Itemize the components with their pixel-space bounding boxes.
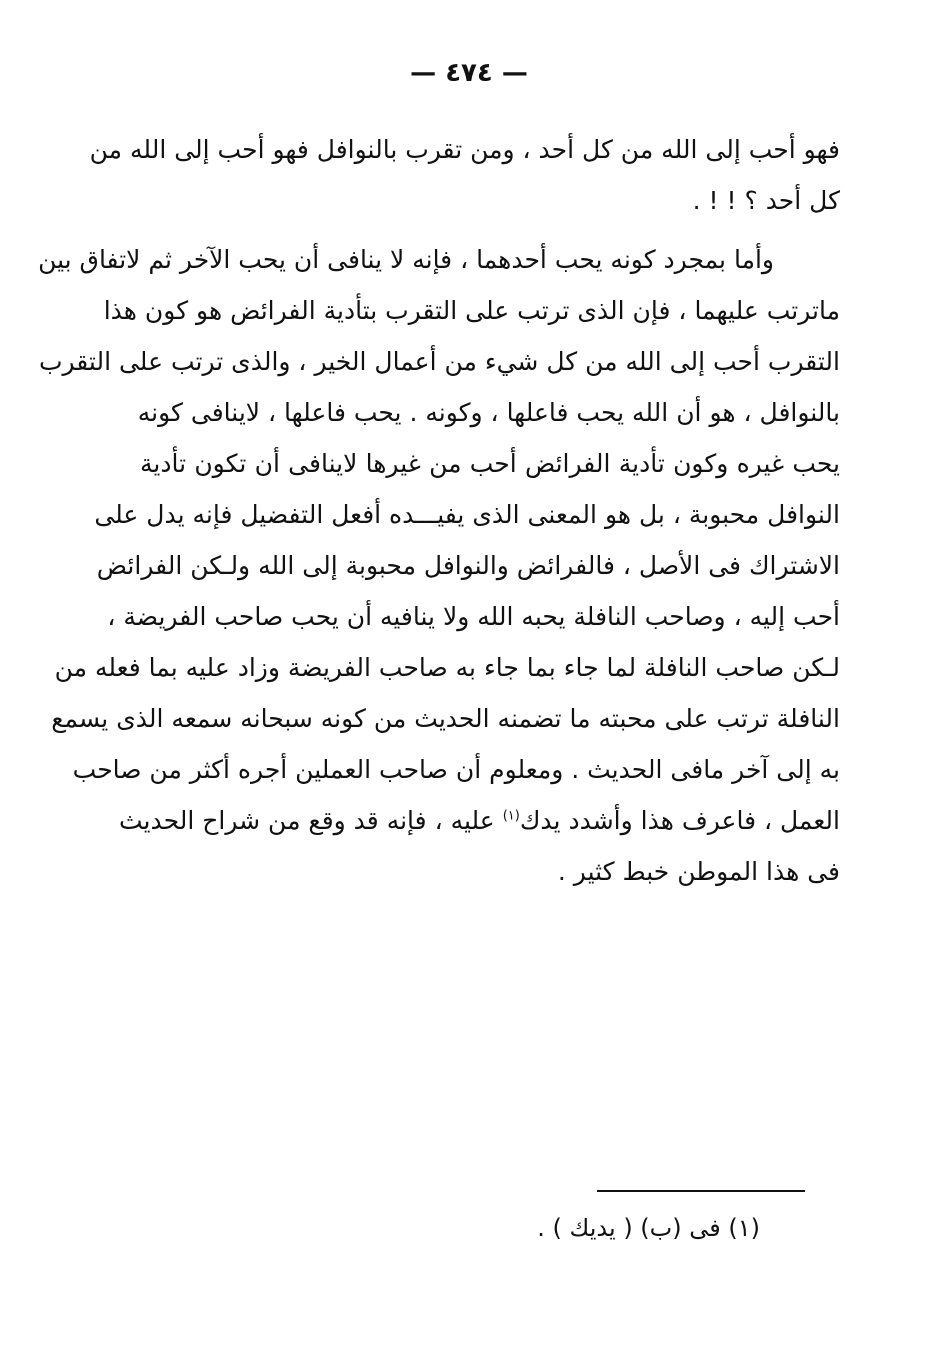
text-line-with-footnote (118, 795, 840, 846)
text-line: بالنوافل ، هو أن الله يحب فاعلها ، وكونه . يحب فاعلها ، لاينافى كونه (137, 398, 840, 427)
text-line: لـكن صاحب النافلة لما جاء بما جاء به صاحب الفريضة وزاد عليه بما فعله من (54, 653, 840, 682)
text-line: كل أحد ؟ ! ! . (692, 186, 840, 215)
paragraph-2 (38, 234, 840, 897)
footnote-divider (597, 1190, 805, 1192)
text-line: النافلة ترتب على محبته ما تضمنه الحديث من كونه سبحانه سمعه الذى يسمع (51, 704, 840, 733)
text-segment: عليه ، فإنه قد وقع من شراح الحديث (118, 806, 495, 835)
text-segment: العمل ، فاعرف هذا وأشدد يدك (519, 806, 840, 835)
page-number: — ٤٧٤ — (410, 58, 528, 88)
text-line: فهو أحب إلى الله من كل أحد ، ومن تقرب بالنوافل فهو أحب إلى الله من (89, 135, 840, 164)
text-line: وأما بمجرد كونه يحب أحدهما ، فإنه لا ينافى أن يحب الآخر ثم لاتفاق بين (38, 245, 774, 274)
footnote-reference: (١) (502, 808, 520, 824)
text-line: يحب غيره وكون تأدية الفرائض أحب من غيرها لاينافى أن تكون تأدية (140, 449, 840, 478)
text-line: ماترتب عليهما ، فإن الذى ترتب على التقرب بتأدية الفرائض هو كون هذا (103, 296, 840, 325)
text-line: الاشتراك فى الأصل ، فالفرائض والنوافل محبوبة إلى الله ولـكن الفرائض (96, 551, 840, 580)
paragraph-1 (89, 124, 840, 226)
text-line: فى هذا الموطن خبط كثير . (557, 857, 840, 886)
text-line: أحب إليه ، وصاحب النافلة يحبه الله ولا ينافيه أن يحب صاحب الفريضة ، (107, 602, 840, 631)
text-line: النوافل محبوبة ، بل هو المعنى الذى يفيـــده أفعل التفضيل فإنه يدل على (94, 500, 840, 529)
footnote: (١) فى (ب) ( يديك ) . (537, 1214, 760, 1242)
text-line: به إلى آخر مافى الحديث . ومعلوم أن صاحب العملين أجره أكثر من صاحب (72, 755, 840, 784)
text-line: التقرب أحب إلى الله من كل شيء من أعمال الخير ، والذى ترتب على التقرب (38, 347, 840, 376)
